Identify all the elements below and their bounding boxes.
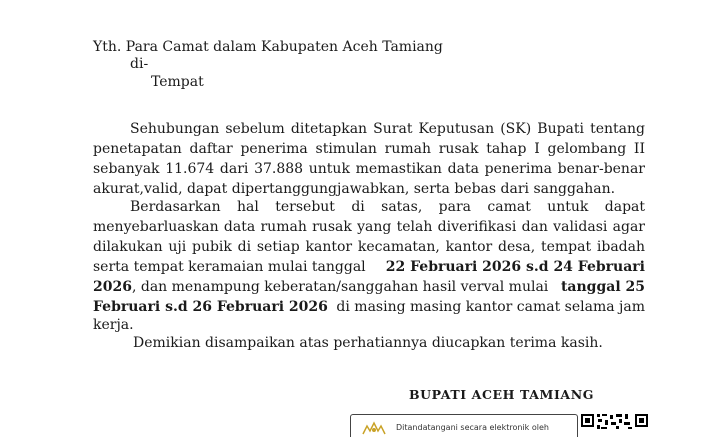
garuda-seal-icon (361, 421, 387, 435)
e-signature-text: Ditandatangani secara elektronik oleh (396, 423, 549, 432)
di-line: di- (130, 56, 149, 72)
tempat-line: Tempat (151, 74, 204, 90)
addressee-line: Yth. Para Camat dalam Kabupaten Aceh Tamiang (93, 39, 443, 55)
e-signature-box (350, 414, 578, 437)
date-start-bold: tanggal 25 (560, 279, 645, 295)
text-segment (93, 278, 553, 296)
paragraph-2-line: kerja. (93, 317, 134, 333)
text-segment: di masing masing kantor camat selama jam (331, 299, 645, 315)
paragraph-2-line (93, 258, 645, 276)
qr-code-icon (580, 412, 650, 430)
paragraph-2-line: dilakukan uji pubik di setiap kantor kecamatan, kantor desa, tempat ibadah (93, 239, 645, 255)
date-range-bold: 22 Februari 2026 s.d 24 Februari (385, 259, 645, 275)
date-range-bold: Februari s.d 26 Februari 2026 (93, 299, 328, 315)
paragraph-2-line: menyebarluaskan data rumah rusak yang telah diverifikasi dan validasi agar (93, 219, 645, 235)
year-bold: 2026 (93, 279, 132, 295)
paragraph-1-line: sebanyak 11.674 dari 37.888 untuk memastikan data penerima benar-benar (93, 161, 645, 177)
signature-title: BUPATI ACEH TAMIANG (409, 387, 595, 402)
paragraph-2-line (93, 298, 645, 316)
text-segment: , dan menampung keberatan/sanggahan hasil verval mulai (131, 279, 553, 295)
closing-text: Demikian disampaikan atas perhatiannya diucapkan terima kasih. (133, 335, 603, 351)
paragraph-2-line: Berdasarkan hal tersebut di satas, para camat untuk dapat (130, 199, 645, 215)
text-segment: serta tempat keramaian mulai tanggal (93, 259, 371, 275)
paragraph-2-line (93, 278, 645, 296)
paragraph-1-line: akurat,valid, dapat dipertanggungjawabkan, serta bebas dari sanggahan. (93, 181, 616, 197)
paragraph-1-line: Sehubungan sebelum ditetapkan Surat Keputusan (SK) Bupati tentang (130, 121, 645, 137)
paragraph-1-line: penetapatan daftar penerima stimulan rumah rusak tahap I gelombang II (93, 141, 645, 157)
